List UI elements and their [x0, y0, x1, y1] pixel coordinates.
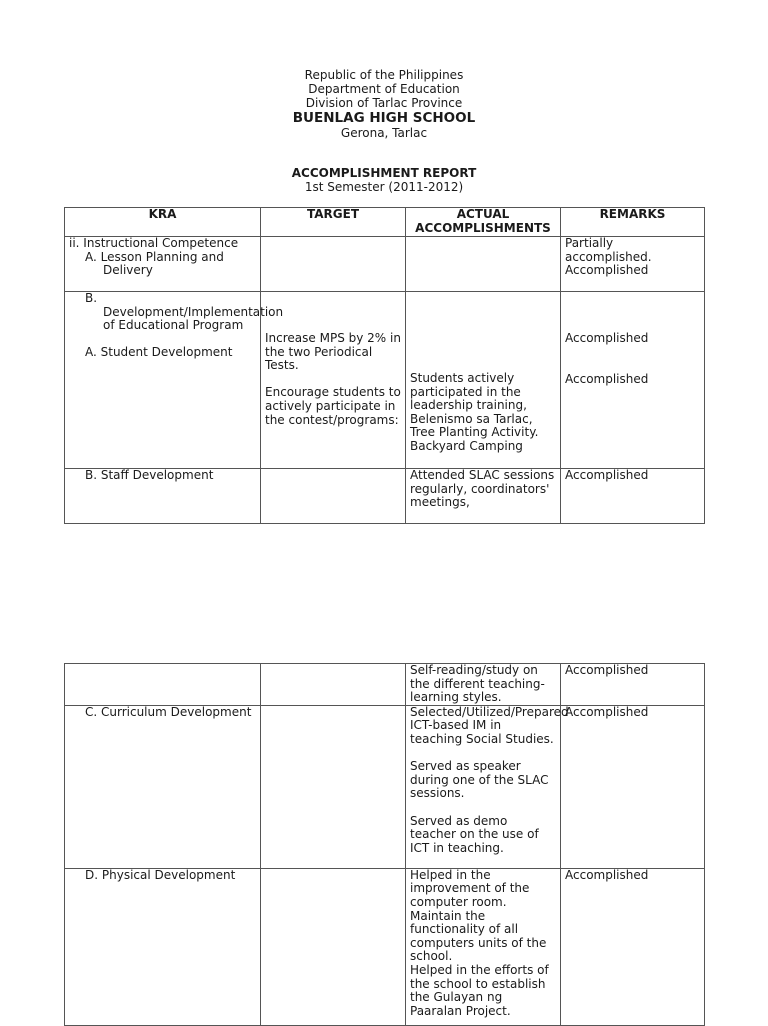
remark-text: Accomplished	[565, 263, 649, 278]
remark-text: Accomplished	[565, 704, 649, 719]
report-semester: 1st Semester (2011-2012)	[304, 180, 464, 194]
header-division: Division of Tarlac Province	[305, 96, 463, 110]
target-text: Encourage students to actively participate in the contest/programs:	[265, 385, 401, 427]
table-row	[65, 237, 705, 292]
kra-cell	[65, 237, 261, 292]
actual-text: Attended SLAC sessions regularly, coordinators' meetings,	[410, 468, 555, 510]
table-row	[65, 868, 705, 1025]
actual-cell	[406, 292, 561, 469]
remark-text: Accomplished	[565, 371, 649, 386]
kra-item: A. Lesson Planning and Delivery	[85, 249, 224, 278]
column-header-target: TARGET	[261, 208, 406, 237]
target-cell	[261, 469, 406, 524]
kra-subitem: B. Staff Development	[85, 468, 214, 482]
school-name: BUENLAG HIGH SCHOOL	[292, 110, 476, 126]
kra-cell	[65, 705, 261, 868]
actual-text: Helped in the efforts of the school to establish the Gulayan ng Paaralan Project.	[410, 962, 549, 1018]
actual-cell	[406, 664, 561, 706]
actual-text: Served as demo teacher on the use of ICT in teaching.	[410, 813, 539, 855]
target-cell	[261, 705, 406, 868]
actual-cell	[406, 237, 561, 292]
actual-cell	[406, 469, 561, 524]
remarks-cell	[561, 469, 705, 524]
kra-cell	[65, 291, 284, 469]
report-title: ACCOMPLISHMENT REPORT	[291, 166, 477, 180]
actual-cell	[406, 868, 561, 1025]
kra-item: B. Development/Implementation of Educational Program	[85, 291, 284, 333]
kra-subitem: C. Curriculum Development	[85, 704, 252, 719]
remark-text: Accomplished	[565, 331, 649, 345]
kra-cell	[65, 469, 261, 524]
actual-text: Self-reading/study on the different teaching-learning styles.	[410, 663, 545, 705]
actual-text: Maintain the functionality of all computers units of the school.	[410, 908, 547, 964]
actual-text: Students actively participated in the leadership training, Belenismo sa Tarlac, Tree Planting Activity. Backyard Camping	[410, 371, 539, 453]
target-cell	[261, 237, 406, 292]
remark-text: Accomplished	[565, 468, 649, 482]
kra-heading: ii. Instructional Competence	[69, 236, 239, 250]
accomplishment-table-page1	[64, 207, 705, 524]
remarks-cell	[561, 705, 705, 868]
table-row	[65, 705, 705, 868]
table-row	[65, 664, 705, 706]
kra-subitem: D. Physical Development	[85, 867, 236, 882]
header-department: Department of Education	[308, 82, 460, 96]
target-cell	[261, 664, 406, 706]
remark-text: Accomplished	[565, 867, 649, 882]
actual-text: Helped in the improvement of the computer room.	[410, 867, 530, 909]
target-text: Increase MPS by 2% in the two Periodical Tests.	[265, 331, 401, 373]
actual-cell	[406, 704, 569, 868]
table-row	[65, 469, 705, 524]
remark-text: Partially accomplished.	[565, 236, 652, 264]
actual-text: Selected/Utilized/Prepared ICT-based IM in teaching Social Studies.	[410, 704, 569, 746]
remarks-cell	[561, 868, 705, 1025]
table-header-row	[65, 208, 705, 237]
target-cell	[261, 868, 406, 1025]
remarks-cell	[561, 292, 705, 469]
kra-cell	[65, 664, 261, 706]
school-location: Gerona, Tarlac	[340, 126, 428, 140]
table-row	[65, 292, 705, 469]
accomplishment-table-page2	[64, 663, 705, 1026]
remarks-cell	[561, 664, 705, 706]
actual-text: Served as speaker during one of the SLAC sessions.	[410, 759, 549, 801]
kra-cell	[65, 868, 261, 1025]
kra-subitem: A. Student Development	[85, 345, 233, 360]
remarks-cell	[561, 237, 705, 292]
document-header	[0, 68, 768, 194]
column-header-actual: ACTUAL ACCOMPLISHMENTS	[406, 208, 561, 237]
column-header-kra: KRA	[65, 208, 261, 237]
column-header-remarks: REMARKS	[561, 208, 705, 237]
remark-text: Accomplished	[565, 663, 649, 677]
header-republic: Republic of the Philippines	[304, 68, 464, 82]
